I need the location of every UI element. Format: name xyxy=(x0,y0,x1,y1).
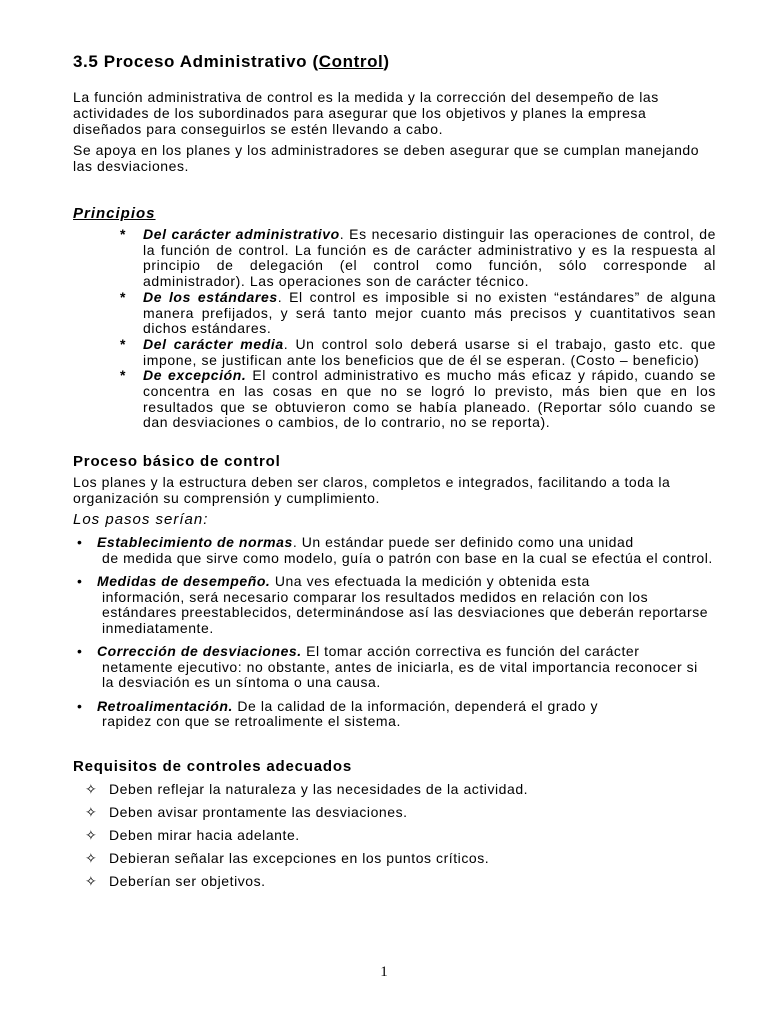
asterisk-bullet-icon: * xyxy=(120,226,127,242)
asterisk-bullet-icon: * xyxy=(120,288,127,305)
step-item: • Medidas de desempeño. Una ves efectuada la medición y obtenida esta información, será necesario comparar los resultados medidos en relación con los estándares preestablecidos, determinándose así las desviaciones que deberán reportarse inmediatamente. xyxy=(77,573,709,636)
steps-list xyxy=(73,535,713,730)
asterisk-bullet-icon: * xyxy=(120,335,127,352)
bullet-dot-icon: • xyxy=(77,643,83,660)
step-item: • Retroalimentación. De la calidad de la información, dependerá el grado y rapidez con que se retroalimente el sistema. xyxy=(77,697,599,730)
basic-process-heading: Proceso básico de control xyxy=(73,453,281,471)
step-item: • Establecimiento de normas. Un estándar puede ser definido como una unidad de medida que sirve como modelo, guía o patrón con base en la cual se efectúa el control. xyxy=(77,534,713,566)
intro-paragraph-2: Se apoya en los planes y los administradores se deben asegurar que se cumplan manejando las desviaciones. xyxy=(73,142,700,174)
page-number: 1 xyxy=(380,964,388,980)
principles-heading: Principios xyxy=(73,205,156,222)
basic-process-text: Los planes y la estructura deben ser claros, completos e integrados, facilitando a toda la organización su comprensión y cumplimiento. xyxy=(73,474,671,507)
intro-paragraph-1: La función administrativa de control es la medida y la corrección del desempeño de las actividades de los subordinados para asegurar que los objetivos y planes la empresa diseñados para conseguirlos se estén llevando a cabo. xyxy=(73,89,659,137)
requirement-item: ✧ Deben mirar hacia adelante. xyxy=(85,826,300,843)
principle-item: * De excepción. El control administrativo es mucho más eficaz y rápido, cuando se concentra en las cosas en que no se logró lo previsto, más bien que en los resultados que se obtuvieron como se había planeado. (Reportar sólo cuando se dan desviaciones o cambios, de lo contrario, no se reporta). xyxy=(120,367,717,431)
bullet-dot-icon: • xyxy=(77,573,83,590)
four-point-star-icon: ✧ xyxy=(85,780,98,797)
requirements-heading: Requisitos de controles adecuados xyxy=(73,757,352,775)
bullet-dot-icon: • xyxy=(77,534,83,551)
four-point-star-icon: ✧ xyxy=(85,826,98,843)
bullet-dot-icon: • xyxy=(77,697,83,714)
steps-heading: Los pasos serían: xyxy=(73,511,209,529)
requirement-item: ✧ Deben reflejar la naturaleza y las necesidades de la actividad. xyxy=(85,780,529,797)
asterisk-bullet-icon: * xyxy=(120,367,127,384)
title-underlined-word: Control xyxy=(318,52,384,71)
step-item: • Corrección de desviaciones. El tomar acción correctiva es función del carácter netamente ejecutivo: no obstante, antes de iniciarla, es de vital importancia reconocer si la desviación es un síntoma o una causa. xyxy=(77,643,698,691)
principle-item: * De los estándares. El control es imposible si no existen “estándares” de alguna manera prefijados, y será tanto mejor cuanto más precisos y cuantitativos sean dichos estándares. xyxy=(120,288,716,337)
four-point-star-icon: ✧ xyxy=(85,872,98,889)
principle-item: * Del carácter administrativo. Es necesario distinguir las operaciones de control, de la función de control. La función es de carácter administrativo y es la respuesta al principio de delegación (el control como función, sólo corresponde al administrador). Las operaciones son de carácter técnico. xyxy=(120,226,716,290)
page-title: 3.5 Proceso Administrativo (Control) xyxy=(73,52,390,71)
requirement-item: ✧ Deben avisar prontamente las desviaciones. xyxy=(85,803,408,820)
four-point-star-icon: ✧ xyxy=(85,803,98,820)
principles-list xyxy=(73,226,717,431)
requirements-list xyxy=(73,781,713,889)
four-point-star-icon: ✧ xyxy=(85,849,98,866)
requirement-item: ✧ Deberían ser objetivos. xyxy=(85,872,266,889)
document-page xyxy=(73,52,717,896)
principle-item: * Del carácter media. Un control solo deberá usarse si el trabajo, gasto etc. que impone, se justifican ante los beneficios que de él se esperan. (Costo – beneficio) xyxy=(120,335,716,368)
requirement-item: ✧ Debieran señalar las excepciones en los puntos críticos. xyxy=(85,849,490,866)
